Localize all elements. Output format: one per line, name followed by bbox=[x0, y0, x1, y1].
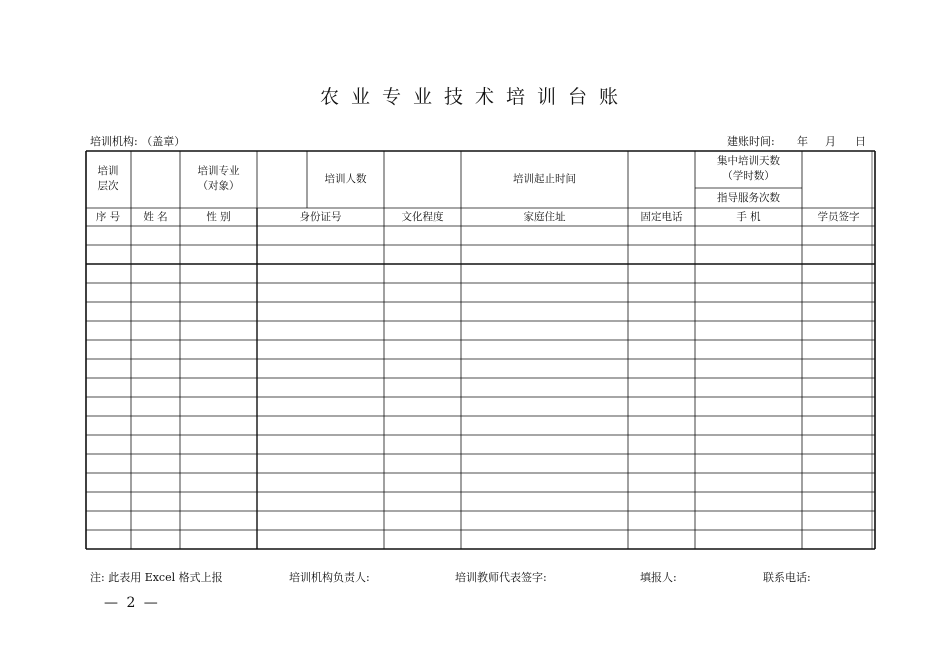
date-year: 年 bbox=[797, 135, 808, 148]
col-signature: 学员签字 bbox=[817, 210, 860, 223]
col-id-number: 身份证号 bbox=[299, 210, 342, 223]
footer-filler: 填报人: bbox=[640, 571, 677, 584]
col-landline: 固定电话 bbox=[640, 210, 683, 223]
footer-contact-phone: 联系电话: bbox=[763, 571, 811, 584]
col-index: 序 号 bbox=[95, 210, 121, 223]
header-blank-1 bbox=[131, 150, 180, 208]
header-training-days: 集中培训天数 （学时数） bbox=[717, 155, 780, 182]
date-month: 月 bbox=[825, 135, 836, 148]
page-number: — 2 — bbox=[104, 595, 160, 611]
header-trainee-count: 培训人数 bbox=[324, 172, 367, 185]
header-service-count: 指导服务次数 bbox=[717, 191, 780, 204]
col-gender: 性 别 bbox=[206, 210, 231, 223]
footer-org-head: 培训机构负责人: bbox=[289, 571, 370, 584]
training-ledger-table bbox=[85, 150, 877, 550]
col-address: 家庭住址 bbox=[523, 210, 566, 223]
date-label: 建账时间: bbox=[727, 135, 775, 148]
header-training-period: 培训起止时间 bbox=[513, 172, 576, 185]
col-education: 文化程度 bbox=[401, 210, 444, 223]
date-day: 日 bbox=[855, 135, 866, 148]
footer-note: 注: 此表用 Excel 格式上报 bbox=[90, 571, 223, 584]
col-mobile: 手 机 bbox=[736, 210, 761, 223]
col-name: 姓 名 bbox=[143, 210, 168, 223]
header-training-major: 培训专业 （对象） bbox=[197, 165, 240, 192]
page-title: 农业专业技术培训台账 bbox=[319, 86, 630, 108]
training-org-label: 培训机构: （盖章） bbox=[90, 135, 186, 148]
footer-teacher-signature: 培训教师代表签字: bbox=[455, 571, 547, 584]
header-training-level: 培训 层次 bbox=[97, 165, 119, 192]
